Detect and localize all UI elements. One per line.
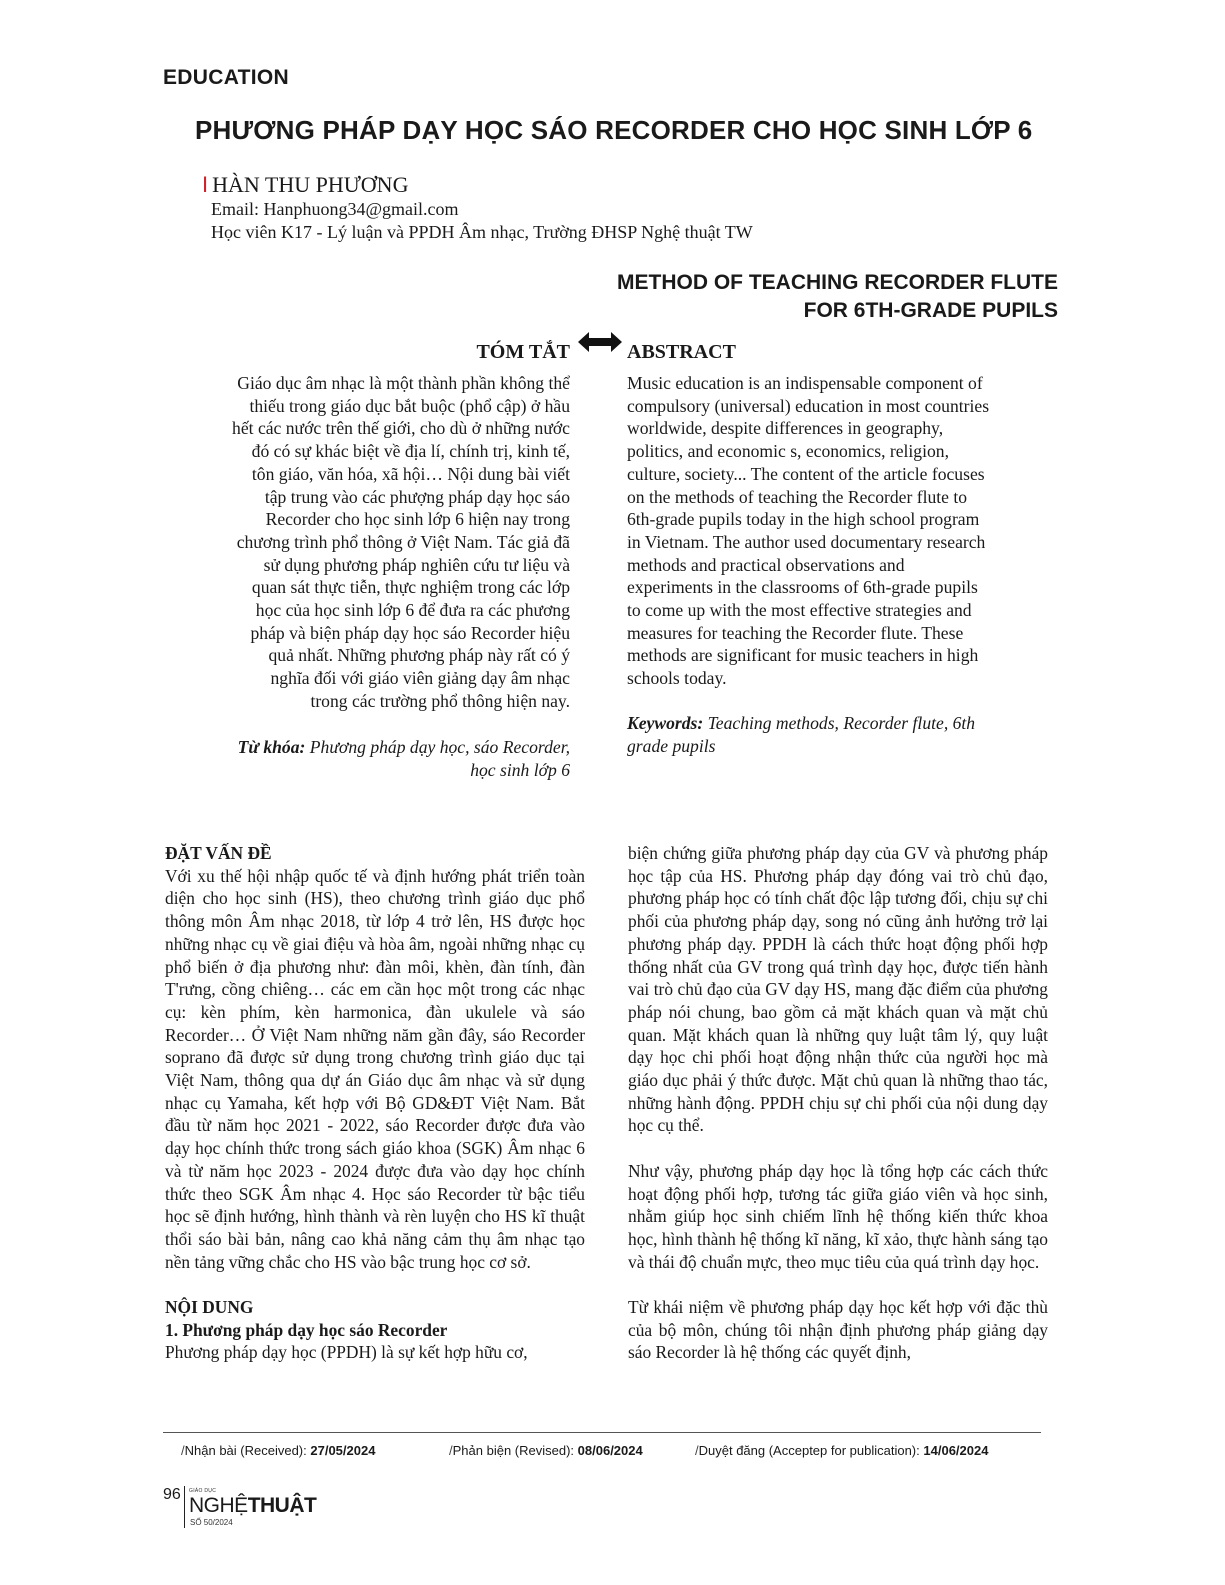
- journal-logo: [189, 1494, 316, 1518]
- author-name: HÀN THU PHƯƠNG: [212, 172, 409, 197]
- footer-divider: [163, 1432, 1041, 1433]
- accepted-date: /Duyệt đăng (Acceptep for publication): 14/06/2024: [695, 1443, 989, 1458]
- keywords-label: Keywords:: [627, 713, 704, 733]
- tomtat-heading: TÓM TẮT: [476, 341, 570, 363]
- section-label: EDUCATION: [163, 66, 289, 89]
- abstract-line: Giáo dục âm nhạc là một thành phần không thể: [237, 373, 570, 393]
- abstract-line: politics, and economic s, economics, religion,: [627, 441, 949, 462]
- section-heading-dat-van-de: ĐẶT VẤN ĐỀ: [165, 843, 272, 863]
- author-email: Email: Hanphuong34@gmail.com: [211, 199, 459, 219]
- abstract-line: nghĩa đối với giáo viên giảng dạy âm nhạc: [270, 668, 570, 689]
- abstract-line: thiếu trong giáo dục bắt buộc (phổ cập) ở hầu: [249, 395, 570, 416]
- logo-divider: [184, 1486, 185, 1528]
- journal-logo-part-1: NGHỆ: [189, 1494, 248, 1517]
- vietnamese-abstract: [165, 372, 570, 713]
- abstract-line: đó có sự khác biệt về địa lí, chính trị, kinh tế,: [251, 441, 570, 462]
- revised-date: /Phản biện (Revised): 08/06/2024: [449, 1443, 643, 1458]
- keywords-text: Phương pháp dạy học, sáo Recorder,: [309, 737, 570, 757]
- author-name-line: [202, 172, 753, 198]
- abstract-line: tôn giáo, văn hóa, xã hội… Nội dung bài viết: [251, 463, 570, 484]
- english-abstract: [627, 372, 1052, 690]
- abstract-line: in Vietnam. The author used documentary research: [627, 531, 986, 552]
- author-affiliation: Học viên K17 - Lý luận và PPDH Âm nhạc, Trường ĐHSP Nghệ thuật TW: [211, 222, 753, 242]
- abstract-line: tập trung vào các phượng pháp dạy học sáo: [264, 486, 570, 507]
- journal-logo-part-2: THUẬT: [247, 1494, 317, 1517]
- abstract-line: 6th-grade pupils today in the high school program: [627, 509, 980, 530]
- author-marker: I: [202, 172, 209, 197]
- received-date: /Nhận bài (Received): 27/05/2024: [181, 1443, 376, 1458]
- abstract-line: to come up with the most effective strategies and: [627, 600, 972, 621]
- english-keywords: [627, 712, 1052, 757]
- revised-label: Phản biện (Revised):: [452, 1443, 575, 1458]
- abstract-line: chương trình phổ thông ở Việt Nam. Tác giả đã: [236, 531, 570, 552]
- journal-logo-small: GIÁO DỤC: [189, 1488, 217, 1494]
- intro-paragraph: Với xu thế hội nhập quốc tế và định hướng phát triển toàn diện cho học sinh (HS), theo chương trình giáo dục phổ thông môn Âm nhạc 2018, từ lớp 4 trở lên, HS được học những nhạc cụ về giai điệu và hòa âm, ngoài những nhạc cụ phổ biến ở địa phương như: đàn môi, khèn, đàn tính, đàn T'rưng, cồng chiêng… các em cần học một trong các nhạc cụ: kèn phím, kèn harmonica, đàn ukulele và sáo Recorder… Ở Việt Nam những năm gần đây, sáo Recorder soprano đã được sử dụng trong chương trình giáo dục tại Việt Nam, thông qua dự án Giáo dục âm nhạc và sử dụng nhạc cụ Yamaha, kết hợp với Bộ GD&ĐT Việt Nam. Bắt đầu từ năm học 2021 - 2022, sáo Recorder được đưa vào dạy học chính thức trong sách giáo khoa (SGK) Âm nhạc 6 và từ năm học 2023 - 2024 được đưa vào dạy học chính thức theo SGK Âm nhạc 4. Học sáo Recorder từ bậc tiểu học sẽ định hướng, hình thành và rèn luyện cho HS kĩ thuật thổi sáo bài bản, nâng cao khả năng cảm thụ âm nhạc tạo nền tảng vững chắc cho HS vào bậc trung học cơ sở.: [165, 865, 585, 1272]
- abstract-line: quan sát thực tiễn, thực nghiệm trong các lớp: [251, 577, 570, 598]
- english-title-line-2: FOR 6TH-GRADE PUPILS: [803, 299, 1058, 322]
- abstract-line: học của học sinh lớp 6 để đưa ra các phương: [255, 600, 570, 621]
- abstract-line: culture, society... The content of the article focuses: [627, 463, 985, 484]
- keywords-text: Teaching methods, Recorder flute, 6th: [707, 713, 976, 733]
- author-block: [202, 172, 753, 244]
- body-paragraph: Phương pháp dạy học (PPDH) là sự kết hợp hữu cơ,: [165, 1342, 528, 1363]
- keywords-label: Từ khóa:: [237, 737, 306, 757]
- abstract-line: trong các trường phổ thông hiện nay.: [310, 690, 570, 711]
- abstract-line: on the methods of teaching the Recorder flute to: [627, 486, 968, 507]
- abstract-line: hết các nước trên thế giới, cho dù ở những nước: [232, 418, 570, 439]
- abstract-line: measures for teaching the Recorder flute. These: [627, 622, 964, 643]
- journal-issue: SỐ 50/2024: [190, 1518, 233, 1527]
- abstract-line: sử dụng phương pháp nghiên cứu tư liệu và: [263, 554, 570, 575]
- article-title: PHƯƠNG PHÁP DẠY HỌC SÁO RECORDER CHO HỌC SINH LỚP 6: [195, 115, 1033, 145]
- abstract-line: methods and practical observations and: [627, 554, 905, 575]
- english-title: [558, 269, 1058, 325]
- abstract-line: Music education is an indispensable component of: [627, 373, 983, 393]
- section-heading-noi-dung: NỘI DUNG: [165, 1297, 254, 1318]
- vietnamese-keywords: [165, 736, 570, 781]
- received-label: Nhận bài (Received):: [184, 1443, 307, 1458]
- abstract-line: Recorder cho học sinh lớp 6 hiện nay trong: [265, 509, 570, 530]
- keywords-text: grade pupils: [627, 735, 716, 756]
- body-paragraph: Từ khái niệm về phương pháp dạy học kết hợp với đặc thù của bộ môn, chúng tôi nhận định phương pháp giảng dạy sáo Recorder là hệ thống các quyết định,: [628, 1297, 1048, 1363]
- abstract-line: experiments in the classrooms of 6th-grade pupils: [627, 577, 978, 598]
- abstract-line: compulsory (universal) education in most countries: [627, 395, 990, 416]
- abstract-line: methods are significant for music teachers in high: [627, 645, 979, 666]
- accepted-value: 14/06/2024: [923, 1443, 989, 1458]
- english-title-line-1: METHOD OF TEACHING RECORDER FLUTE: [617, 271, 1058, 294]
- body-paragraph: Như vậy, phương pháp dạy học là tổng hợp các cách thức hoạt động phối hợp, tương tác giữa giáo viên và học sinh, nhằm giúp học sinh chiếm lĩnh hệ thống kiến thức khoa học, hình thành hệ thống kĩ năng, kĩ xảo, thực hành sáng tạo và thái độ chuẩn mực, theo mục tiêu của quá trình dạy học.: [628, 1160, 1048, 1272]
- keywords-text: học sinh lớp 6: [470, 759, 570, 780]
- subheading-1: 1. Phương pháp dạy học sáo Recorder: [165, 1319, 448, 1340]
- body-left-column: [165, 842, 585, 1364]
- abstract-line: schools today.: [627, 668, 727, 689]
- body-paragraph: biện chứng giữa phương pháp dạy của GV và phương pháp học tập của HS. Phương pháp dạy đóng vai trò chủ đạo, phương pháp học có tính chất độc lập tương đối, chịu sự chi phối của phương pháp dạy, song nó cũng ảnh hưởng trở lại phương pháp dạy. PPDH là cách thức hoạt động phối hợp thống nhất của GV trong quá trình dạy học, được tiến hành vai trò chủ đạo của GV dạy HS, mang đặc điểm của phương pháp nói chung, bao gồm cả mặt khách quan và mặt chủ quan. Mặt khách quan là những quy luật tâm lý, quy luật dạy học chi phối hoạt động nhận thức của người học mà giáo dục phải ý thức được. Mặt chủ quan là những thao tác, những hành động. PPDH chịu sự chi phối của nội dung dạy học cụ thể.: [628, 843, 1048, 1136]
- abstract-line: pháp và biện pháp dạy học sáo Recorder hiệu: [250, 622, 570, 643]
- abstract-line: worldwide, despite differences in geography,: [627, 418, 944, 439]
- body-right-column: [628, 842, 1048, 1364]
- abstract-line: quả nhất. Những phương pháp này rất có ý: [268, 645, 570, 666]
- revised-value: 08/06/2024: [577, 1443, 643, 1458]
- received-value: 27/05/2024: [310, 1443, 376, 1458]
- abstract-heading: ABSTRACT: [627, 341, 736, 363]
- double-arrow-icon: [578, 330, 622, 354]
- accepted-label: Duyệt đăng (Acceptep for publication):: [698, 1443, 920, 1458]
- page-number: 96: [163, 1486, 181, 1503]
